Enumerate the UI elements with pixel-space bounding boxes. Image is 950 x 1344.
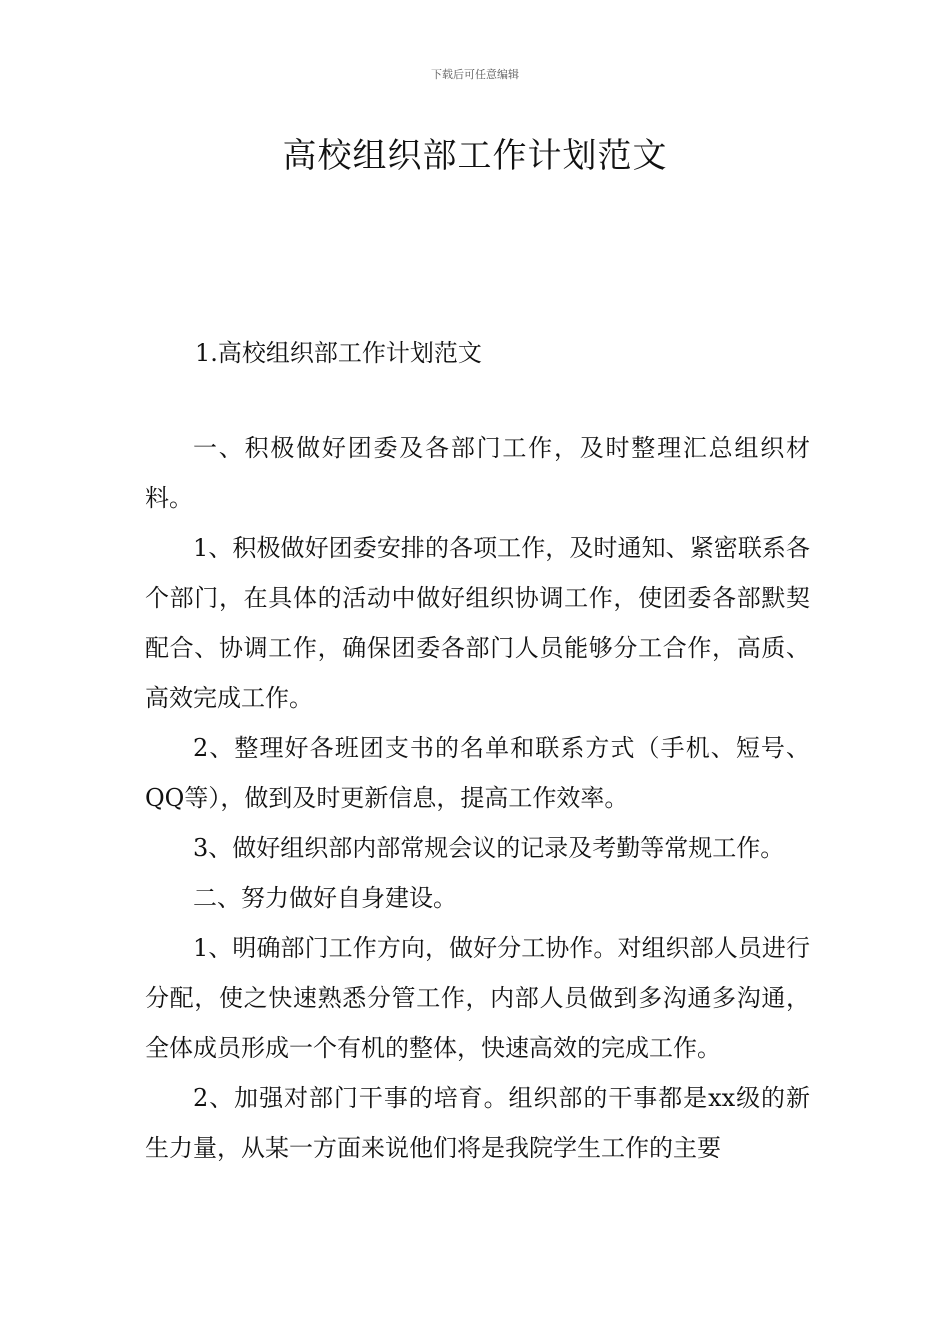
- paragraph: 2、加强对部门干事的培育。组织部的干事都是xx级的新生力量，从某一方面来说他们将是我院学生工作的主要: [145, 1084, 810, 1162]
- paragraph: 1、明确部门工作方向，做好分工协作。对组织部人员进行分配，使之快速熟悉分管工作，内部人员做到多沟通多沟通，全体成员形成一个有机的整体，快速高效的完成工作。: [145, 934, 810, 1062]
- document-body: [145, 423, 810, 1173]
- paragraph: 二、努力做好自身建设。: [193, 884, 457, 912]
- paragraph: 一、积极做好团委及各部门工作，及时整理汇总组织材料。: [145, 434, 810, 512]
- document-title: 高校组织部工作计划范文: [282, 136, 668, 176]
- header-note: 下载后可任意编辑: [431, 68, 519, 81]
- section-heading: 1.高校组织部工作计划范文: [195, 339, 482, 367]
- paragraph: 1、积极做好团委安排的各项工作，及时通知、紧密联系各个部门，在具体的活动中做好组织协调工作，使团委各部默契配合、协调工作，确保团委各部门人员能够分工合作，高质、高效完成工作。: [145, 534, 810, 712]
- paragraph: 3、做好组织部内部常规会议的记录及考勤等常规工作。: [193, 834, 785, 862]
- paragraph: 2、整理好各班团支书的名单和联系方式（手机、短号、QQ等），做到及时更新信息，提高工作效率。: [145, 734, 810, 812]
